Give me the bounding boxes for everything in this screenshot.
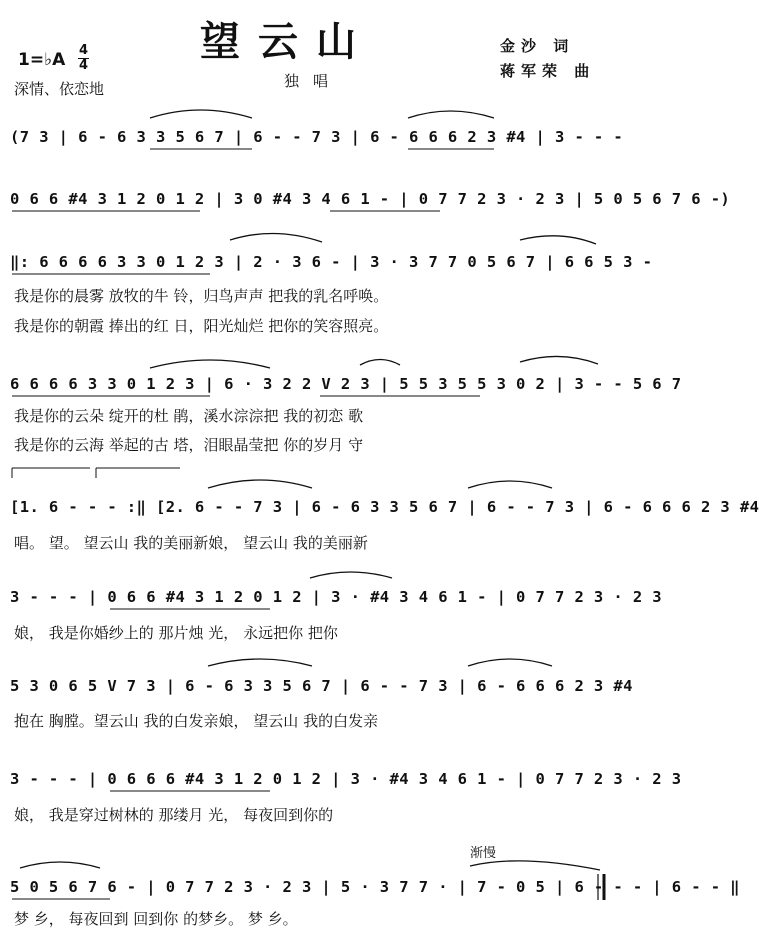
notation-row-8: 3 - - - | 0 6 6 6 #4 3 1 2 0 1 2 | 3 · #4 3 4 6 1 - | 0 7 7 2 3 · 2 3	[10, 770, 682, 788]
lyric-row-3-verse-2: 我是你的朝霞 捧出的红 日，阳光灿烂 把你的笑容照亮。	[14, 317, 389, 335]
slur-mark	[150, 360, 270, 368]
notation-row-9: 5 0 5 6 7 6 - | 0 7 7 2 3 · 2 3 | 5 · 3 7 7 · | 7 - 0 5 | 6 - - - | 6 - - ‖	[10, 878, 740, 896]
notation-row-2: 0 6 6 #4 3 1 2 0 1 2 | 3 0 #4 3 4 6 1 - | 0 7 7 2 3 · 2 3 | 5 0 5 6 7 6 -)	[10, 190, 731, 208]
notation-row-3: ‖: 6 6 6 6 3 3 0 1 2 3 | 2 · 3 6 - | 3 · 3 7 7 0 5 6 7 | 6 6 5 3 -	[10, 253, 653, 271]
lyric-row-8: 娘， 我是穿过树林的 那缕月 光， 每夜回到你的	[14, 806, 334, 824]
notation-row-6: 3 - - - | 0 6 6 #4 3 1 2 0 1 2 | 3 · #4 3 4 6 1 - | 0 7 7 2 3 · 2 3	[10, 588, 663, 606]
composer-credit: 蒋军荣 曲	[500, 62, 596, 80]
lyricist-credit: 金沙 词	[500, 37, 575, 55]
tempo-mark: 渐慢	[470, 846, 497, 861]
notation-row-1: (7 3 | 6 - 6 3 3 5 6 7 | 6 - - 7 3 | 6 - 6 6 6 2 3 #4 | 3 - - -	[10, 128, 624, 146]
slur-mark	[208, 659, 312, 666]
slur-mark	[408, 111, 494, 118]
time-signature-top: 4	[78, 43, 89, 58]
expression-mark: 深情、依恋地	[14, 80, 105, 98]
slur-mark	[468, 659, 552, 666]
lyric-row-6: 娘， 我是你婚纱上的 那片烛 光， 永远把你 把你	[14, 624, 338, 642]
time-signature-bottom: 4	[78, 58, 89, 73]
slur-mark	[468, 481, 552, 488]
slur-mark	[150, 110, 252, 118]
notation-row-7: 5 3 0 6 5 V 7 3 | 6 - 6 3 3 5 6 7 | 6 - - 7 3 | 6 - 6 6 6 2 3 #4	[10, 677, 633, 695]
slur-mark	[520, 236, 596, 244]
key-signature: 1=♭A	[18, 50, 66, 70]
slur-mark	[470, 861, 600, 870]
time-signature	[78, 44, 89, 72]
slur-mark	[208, 480, 312, 488]
notation-row-4: 6 6 6 6 3 3 0 1 2 3 | 6 · 3 2 2 V 2 3 | 5 5 3 5 5 3 0 2 | 3 - - 5 6 7	[10, 375, 682, 393]
lyric-row-3-verse-1: 我是你的晨雾 放牧的牛 铃，归鸟声声 把我的乳名呼唤。	[14, 287, 389, 305]
lyric-row-7: 抱在 胸膛。望云山 我的白发亲娘， 望云山 我的白发亲	[14, 712, 379, 730]
lyric-row-4-verse-1: 我是你的云朵 绽开的杜 鹃，溪水淙淙把 我的初恋 歌	[14, 407, 364, 425]
slur-mark	[310, 572, 392, 578]
song-title: 望云山	[200, 18, 374, 65]
slur-mark	[20, 862, 100, 868]
performance-type: 独唱	[284, 72, 343, 90]
lyric-row-5: 唱。 望。 望云山 我的美丽新娘， 望云山 我的美丽新	[14, 534, 368, 552]
slur-mark	[520, 356, 598, 364]
slur-mark	[230, 233, 322, 242]
notation-row-5: [1. 6 - - - :‖ [2. 6 - - 7 3 | 6 - 6 3 3 5 6 7 | 6 - - 7 3 | 6 - 6 6 6 2 3 #4	[10, 498, 759, 516]
slur-mark	[360, 360, 400, 366]
lyric-row-9: 梦 乡， 每夜回到 回到你 的梦乡。 梦 乡。	[14, 910, 298, 928]
lyric-row-4-verse-2: 我是你的云海 举起的古 塔，泪眼晶莹把 你的岁月 守	[14, 436, 364, 454]
